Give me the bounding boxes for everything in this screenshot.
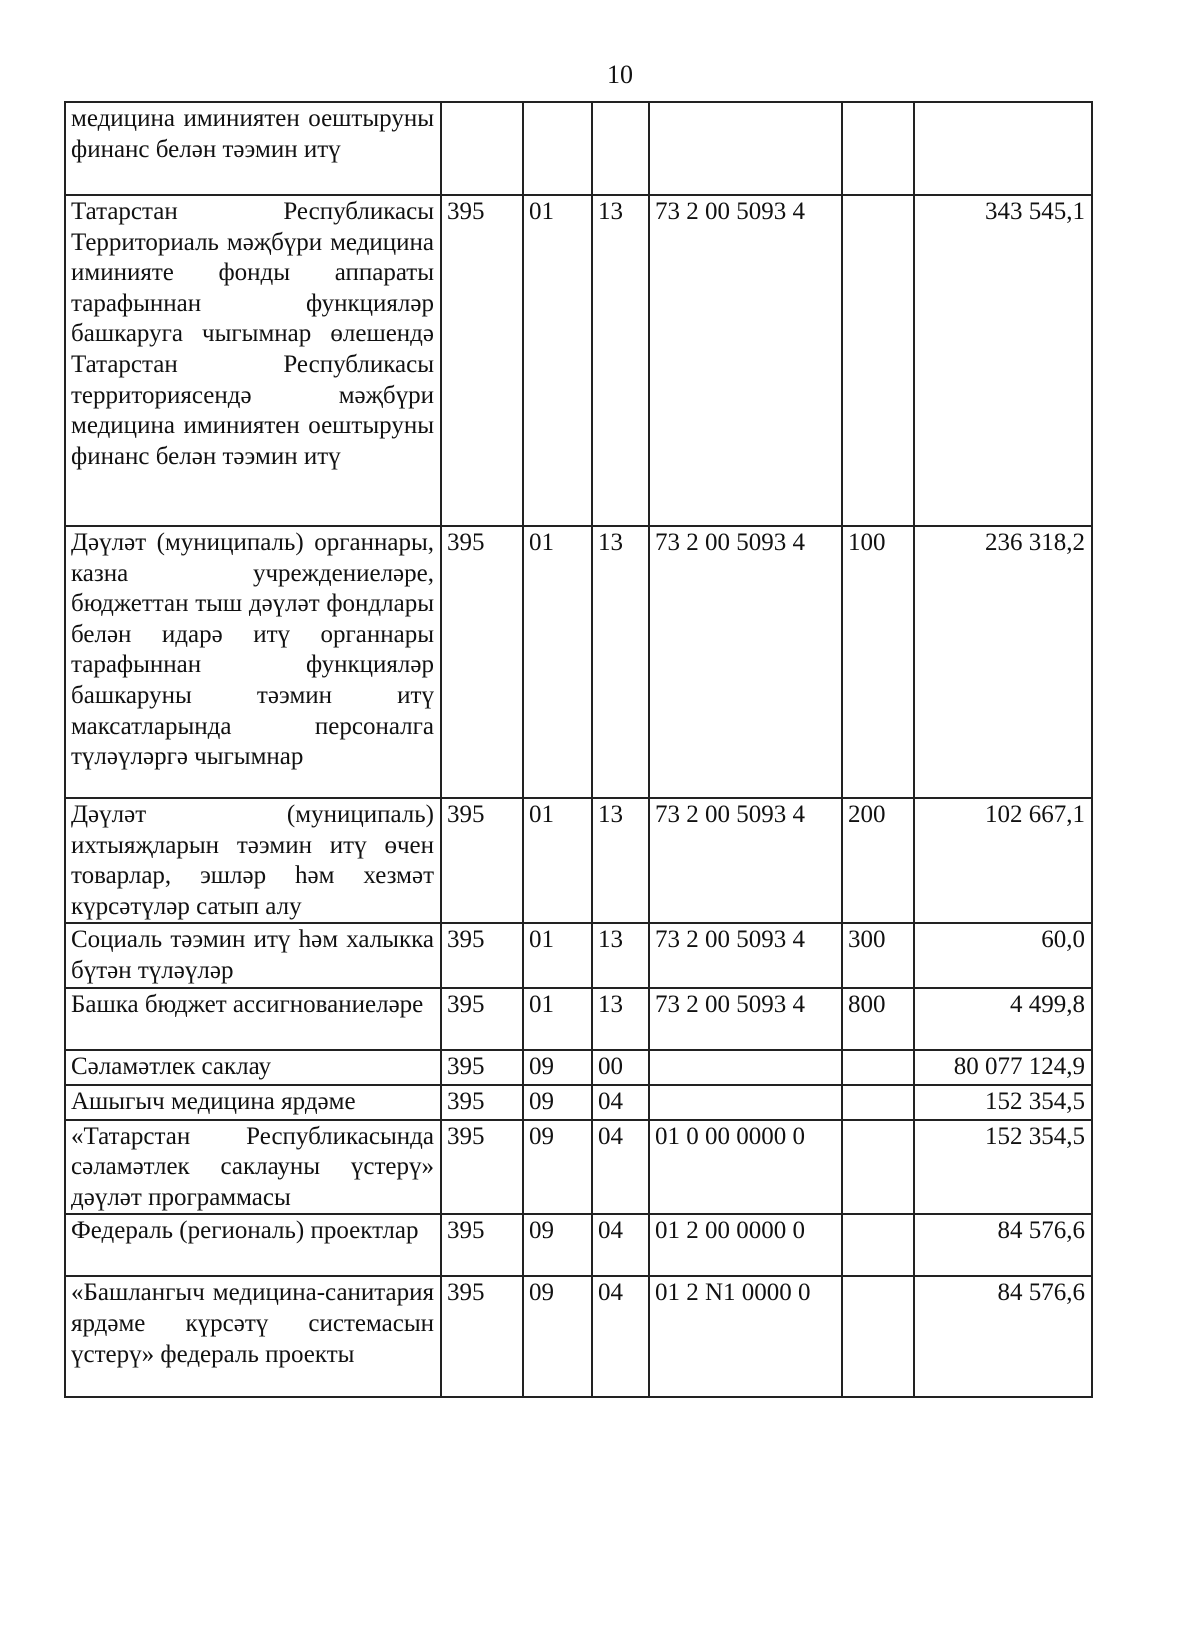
row-description: Федераль (региональ) проектлар [65, 1214, 441, 1276]
amount: 152 354,5 [914, 1085, 1092, 1120]
section-code: 01 [523, 526, 592, 798]
row-description: Башка бюджет ассигнованиеләре [65, 988, 441, 1050]
table-row [65, 1085, 1092, 1120]
subsection-code [592, 102, 649, 195]
row-description: Сәламәтлек саклау [65, 1050, 441, 1085]
amount: 80 077 124,9 [914, 1050, 1092, 1085]
ministry-code: 395 [441, 1050, 523, 1085]
section-code [523, 102, 592, 195]
table-row [65, 1050, 1092, 1085]
table-row [65, 923, 1092, 987]
expense-type-code [842, 102, 914, 195]
amount: 102 667,1 [914, 798, 1092, 923]
expense-type-code: 800 [842, 988, 914, 1050]
ministry-code: 395 [441, 1276, 523, 1397]
ministry-code: 395 [441, 1085, 523, 1120]
section-code: 09 [523, 1276, 592, 1397]
ministry-code: 395 [441, 526, 523, 798]
table-row [65, 526, 1092, 798]
section-code: 01 [523, 923, 592, 987]
target-article-code [649, 102, 842, 195]
subsection-code: 04 [592, 1276, 649, 1397]
amount: 4 499,8 [914, 988, 1092, 1050]
amount: 84 576,6 [914, 1214, 1092, 1276]
amount: 236 318,2 [914, 526, 1092, 798]
row-description: «Башлангыч медицина-санитария ярдәме күрсәтү системасын үстерү» федераль проекты [65, 1276, 441, 1397]
target-article-code [649, 1085, 842, 1120]
subsection-code: 13 [592, 526, 649, 798]
amount: 84 576,6 [914, 1276, 1092, 1397]
table-row [65, 988, 1092, 1050]
table-row [65, 1276, 1092, 1397]
expense-type-code [842, 195, 914, 526]
section-code: 09 [523, 1085, 592, 1120]
subsection-code: 13 [592, 988, 649, 1050]
subsection-code: 13 [592, 798, 649, 923]
target-article-code: 01 0 00 0000 0 [649, 1120, 842, 1215]
target-article-code: 73 2 00 5093 4 [649, 988, 842, 1050]
section-code: 01 [523, 988, 592, 1050]
subsection-code: 00 [592, 1050, 649, 1085]
target-article-code: 73 2 00 5093 4 [649, 526, 842, 798]
expense-type-code [842, 1085, 914, 1120]
ministry-code: 395 [441, 1214, 523, 1276]
ministry-code: 395 [441, 195, 523, 526]
amount [914, 102, 1092, 195]
expense-type-code: 100 [842, 526, 914, 798]
ministry-code [441, 102, 523, 195]
target-article-code: 73 2 00 5093 4 [649, 923, 842, 987]
row-description: Татарстан Республикасы Территориаль мәҗбүри медицина иминияте фонды аппараты тарафыннан функцияләр башкаруга чыгымнар өлешендә Татарстан Республикасы территориясендә мәҗбүри медицина иминиятен оештыруны финанс белән тәэмин итү [65, 195, 441, 526]
row-description: «Татарстан Республикасында сәламәтлек саклауны үстерү» дәүләт программасы [65, 1120, 441, 1215]
section-code: 01 [523, 798, 592, 923]
row-description: Дәүләт (муниципаль) ихтыяҗларын тәэмин итү өчен товарлар, эшләр һәм хезмәт күрсәтүләр сатып алу [65, 798, 441, 923]
subsection-code: 13 [592, 195, 649, 526]
expense-type-code: 300 [842, 923, 914, 987]
expense-type-code [842, 1214, 914, 1276]
row-description: медицина иминиятен оештыруны финанс белән тәэмин итү [65, 102, 441, 195]
section-code: 09 [523, 1120, 592, 1215]
amount: 60,0 [914, 923, 1092, 987]
subsection-code: 04 [592, 1085, 649, 1120]
target-article-code: 01 2 00 0000 0 [649, 1214, 842, 1276]
amount: 343 545,1 [914, 195, 1092, 526]
row-description: Социаль тәэмин итү һәм халыкка бүтән түләүләр [65, 923, 441, 987]
ministry-code: 395 [441, 923, 523, 987]
expense-type-code: 200 [842, 798, 914, 923]
section-code: 09 [523, 1050, 592, 1085]
table-row [65, 1120, 1092, 1215]
row-description: Ашыгыч медицина ярдәме [65, 1085, 441, 1120]
expense-type-code [842, 1276, 914, 1397]
table-row [65, 102, 1092, 195]
section-code: 01 [523, 195, 592, 526]
table-row [65, 195, 1092, 526]
ministry-code: 395 [441, 1120, 523, 1215]
expense-type-code [842, 1120, 914, 1215]
expense-type-code [842, 1050, 914, 1085]
target-article-code: 73 2 00 5093 4 [649, 195, 842, 526]
section-code: 09 [523, 1214, 592, 1276]
table-row [65, 1214, 1092, 1276]
subsection-code: 04 [592, 1214, 649, 1276]
row-description: Дәүләт (муниципаль) органнары, казна учреждениеләре, бюджеттан тыш дәүләт фондлары белән идарә итү органнары тарафыннан функцияләр башкаруны тәэмин итү максатларында персоналга түләүләргә чыгымнар [65, 526, 441, 798]
subsection-code: 04 [592, 1120, 649, 1215]
amount: 152 354,5 [914, 1120, 1092, 1215]
table-row [65, 798, 1092, 923]
target-article-code: 01 2 N1 0000 0 [649, 1276, 842, 1397]
subsection-code: 13 [592, 923, 649, 987]
ministry-code: 395 [441, 798, 523, 923]
page-number: 10 [607, 60, 633, 89]
ministry-code: 395 [441, 988, 523, 1050]
target-article-code: 73 2 00 5093 4 [649, 798, 842, 923]
budget-table [64, 101, 1093, 1398]
target-article-code [649, 1050, 842, 1085]
